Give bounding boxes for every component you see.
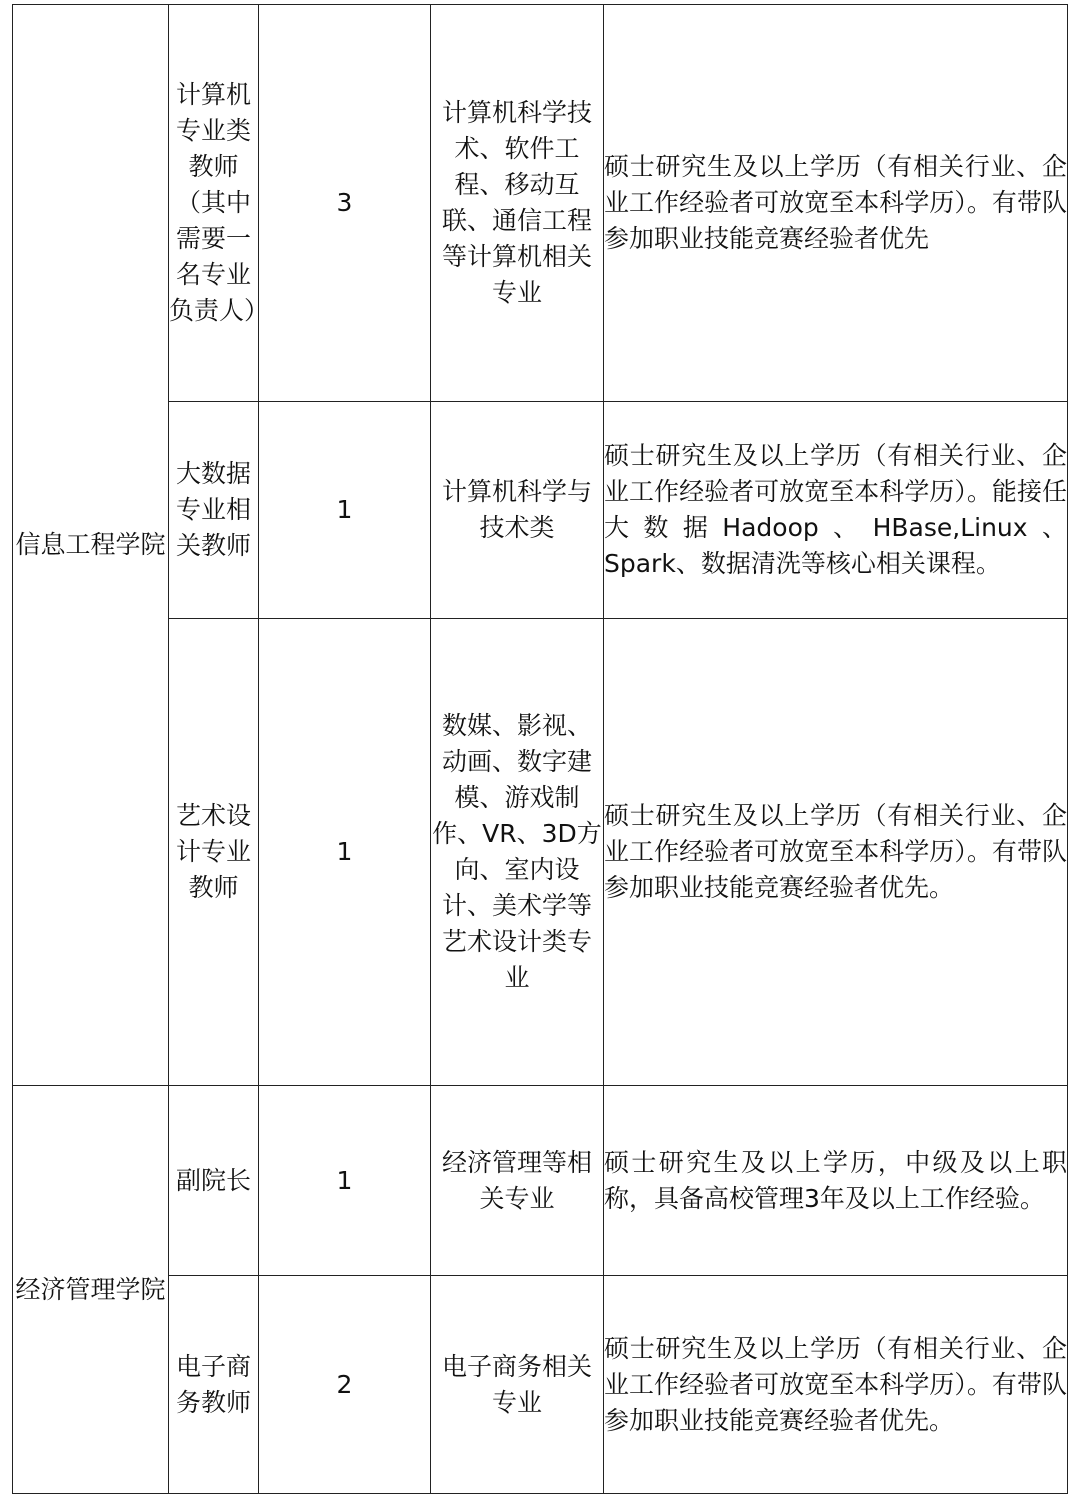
college-name: 信息工程学院 [15,530,166,559]
major-text: 经济管理等相关专业 [441,1147,592,1213]
post-cell [169,619,259,1086]
requirement-cell [604,1276,1068,1494]
requirement-text: 硕士研究生及以上学历，中级及以上职称，具备高校管理3年及以上工作经验。 [604,1147,1067,1213]
table-row [13,402,1068,619]
college-cell [13,1086,169,1494]
major-cell [431,1276,604,1494]
major-cell [431,402,604,619]
major-text: 计算机科学与技术类 [441,477,592,542]
requirement-cell [604,619,1068,1086]
post-cell [169,402,259,619]
major-cell [431,1086,604,1276]
table-row [13,1086,1068,1276]
post-name: 艺术设计专业教师 [175,801,251,902]
count-cell [259,402,431,619]
post-count: 1 [336,837,353,866]
college-cell [13,5,169,1086]
post-name: 副院长 [175,1165,251,1195]
post-count: 3 [336,188,353,217]
major-cell [431,5,604,402]
post-count: 1 [336,495,353,524]
table-row [13,619,1068,1086]
count-cell [259,5,431,402]
count-cell [259,1276,431,1494]
college-name: 经济管理学院 [15,1274,166,1304]
post-name: 电子商务教师 [175,1351,251,1417]
count-cell [259,1086,431,1276]
post-name: 计算机专业类教师（其中需要一名专业负责人） [169,80,270,325]
recruitment-table [12,4,1068,1494]
post-count: 2 [336,1369,353,1399]
requirement-cell [604,5,1068,402]
requirement-text: 硕士研究生及以上学历（有相关行业、企业工作经验者可放宽至本科学历）。能接任大数据Hadoop、HBase,Linux、Spark、数据清洗等核心相关课程。 [604,441,1067,578]
post-cell [169,5,270,402]
requirement-text: 硕士研究生及以上学历（有相关行业、企业工作经验者可放宽至本科学历）。有带队参加职业技能竞赛经验者优先 [604,152,1067,253]
count-cell [259,619,431,1086]
requirement-cell [604,402,1068,619]
post-cell [169,1086,259,1276]
requirement-cell [604,1086,1068,1276]
post-count: 1 [336,1165,353,1195]
requirement-text: 硕士研究生及以上学历（有相关行业、企业工作经验者可放宽至本科学历）。有带队参加职业技能竞赛经验者优先。 [604,1333,1067,1435]
table-row [13,1276,1068,1494]
post-cell [169,1276,259,1494]
major-text: 计算机科学技术、软件工程、移动互联、通信工程等计算机相关专业 [441,98,592,307]
post-name: 大数据专业相关教师 [175,459,251,560]
requirement-text: 硕士研究生及以上学历（有相关行业、企业工作经验者可放宽至本科学历）。有带队参加职业技能竞赛经验者优先。 [604,801,1067,902]
major-cell [431,619,604,1086]
table-row [13,5,1068,402]
major-text: 数媒、影视、动画、数字建模、游戏制作、VR、3D方向、室内设计、美术学等艺术设计类专业 [432,711,602,992]
major-text: 电子商务相关专业 [441,1351,592,1417]
